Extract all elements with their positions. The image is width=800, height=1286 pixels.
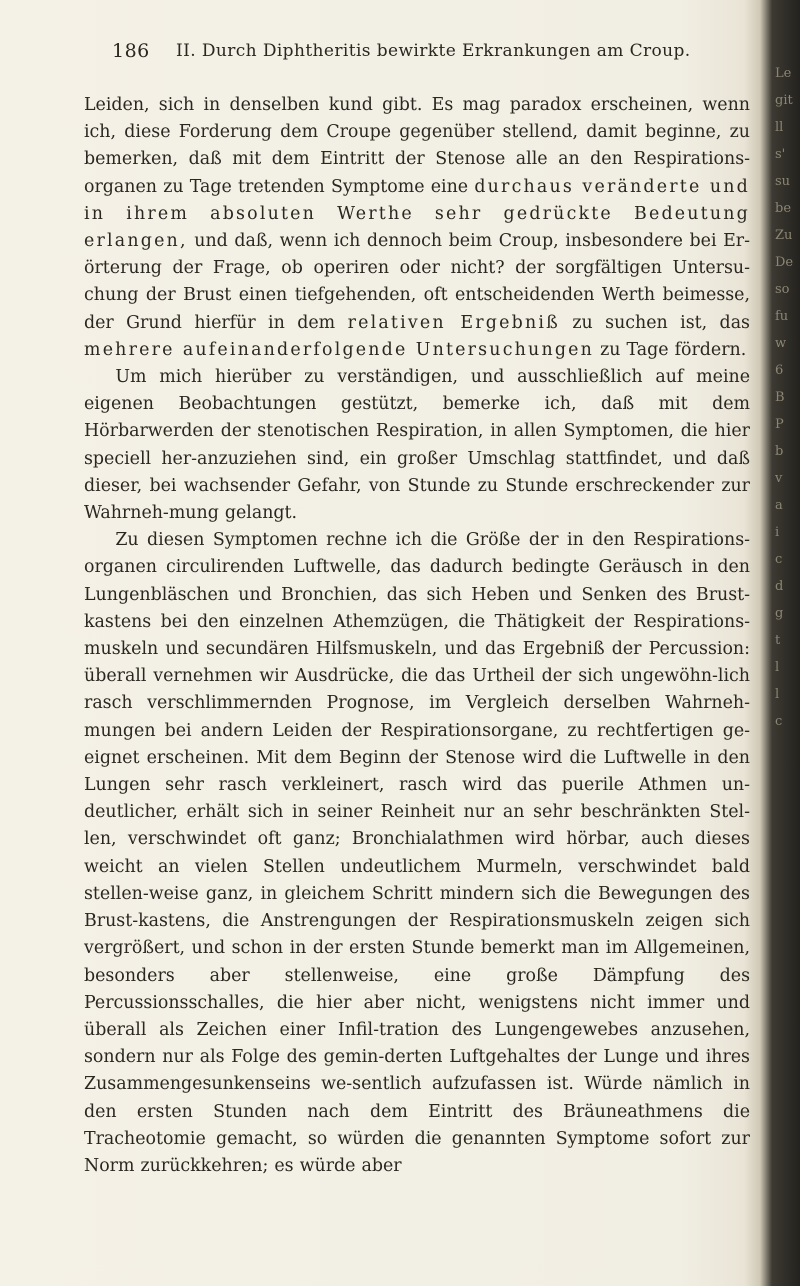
running-head: II. Durch Diphtheritis bewirkte Erkrankungen am Croup.	[176, 41, 691, 61]
body-text	[84, 92, 750, 1180]
text-segment: Leiden, sich in denselben kund gibt. Es mag paradox erscheinen, wenn ich, diese Forderung dem Croupe gegenüber stellend, damit beginne, zu bemerken, daß mit dem Eintritt der Stenose alle an den Respirations-organen zu Tage tretenden Symptome eine	[84, 95, 750, 197]
emphasized-text: durchaus veränderte und in ihrem absoluten Werthe sehr gedrückte Bedeutung erlangen,	[84, 176, 750, 252]
emphasized-text: relativen Ergebniß	[347, 312, 560, 333]
paragraph	[84, 92, 750, 364]
text-segment: Um mich hierüber zu verständigen, und ausschließlich auf meine eigenen Beobachtungen gestützt, bemerke ich, daß mit dem Hörbarwerden der stenotischen Respiration, in allen Symptomen, die hier speciell her-anzuziehen sind, ein großer Umschlag stattfindet, und daß dieser, bei wachsender Gefahr, von Stunde zu Stunde erschreckender zur Wahrneh-mung gelangt.	[84, 367, 750, 524]
text-segment: zu Tage fördern.	[594, 339, 747, 360]
paragraph	[84, 364, 750, 527]
page-header	[0, 40, 760, 70]
page-number: 186	[112, 40, 150, 62]
paragraph	[84, 527, 750, 1180]
text-segment: Zu diesen Symptomen rechne ich die Größe der in den Respirations-organen circulirenden Luftwelle, das dadurch bedingte Geräusch in den Lungenbläschen und Bronchien, das sich Heben und Senken des Brust-kastens bei den einzelnen Athemzügen, die Thätigkeit der Respirations-muskeln und secundären Hilfsmuskeln, und das Ergebniß der Percussion: überall vernehmen wir Ausdrücke, die das Urtheil der sich ungewöhn-lich rasch verschlimmernden Prognose, im Vergleich derselben Wahrneh-mungen bei andern Leiden der Respirationsorgane, zu rechtfertigen ge-eignet erscheinen. Mit dem Beginn der Stenose wird die Luftwelle in den Lungen sehr rasch verkleinert, rasch wird das puerile Athmen un-deutlicher, erhält sich in seiner Reinheit nur an sehr beschränkten Stel-len, verschwindet oft ganz; Bronchialathmen wird hörbar, auch dieses weicht an vielen Stellen undeutlichem Murmeln, verschwindet bald stellen-weise ganz, in gleichem Schritt mindern sich die Bewegungen des Brust-kastens, die Anstrengungen der Respirationsmuskeln zeigen sich vergrößert, und schon in der ersten Stunde bemerkt man im Allgemeinen, besonders aber stellenweise, eine große Dämpfung des Percussionsschalles, die hier aber nicht, wenigstens nicht immer und überall als Zeichen einer Infil-tration des Lungengewebes anzusehen, sondern nur als Folge des gemin-derten Luftgehaltes der Lunge und ihres Zusammengesunkenseins we-sentlich aufzufassen ist. Würde nämlich in den ersten Stunden nach dem Eintritt des Bräuneathmens die Tracheotomie gemacht, so würden die genannten Symptome sofort zur Norm zurückkehren; es würde aber	[84, 530, 750, 1176]
text-segment: und daß, wenn ich dennoch beim Croup, insbesondere bei Er-örterung der Frage, ob operiren oder nicht? der sorgfältigen Untersu-chung der Brust einen tiefgehenden, oft entscheidenden Werth beimesse, der Grund hierfür in dem	[84, 231, 750, 333]
emphasized-text: mehrere aufeinanderfolgende Untersuchungen	[84, 339, 595, 360]
gutter-bleed: Le git ll s' su be Zu De so fu w 6 B P b v a i c d g t l l c	[775, 66, 794, 729]
text-segment: zu suchen ist, das	[559, 312, 750, 333]
